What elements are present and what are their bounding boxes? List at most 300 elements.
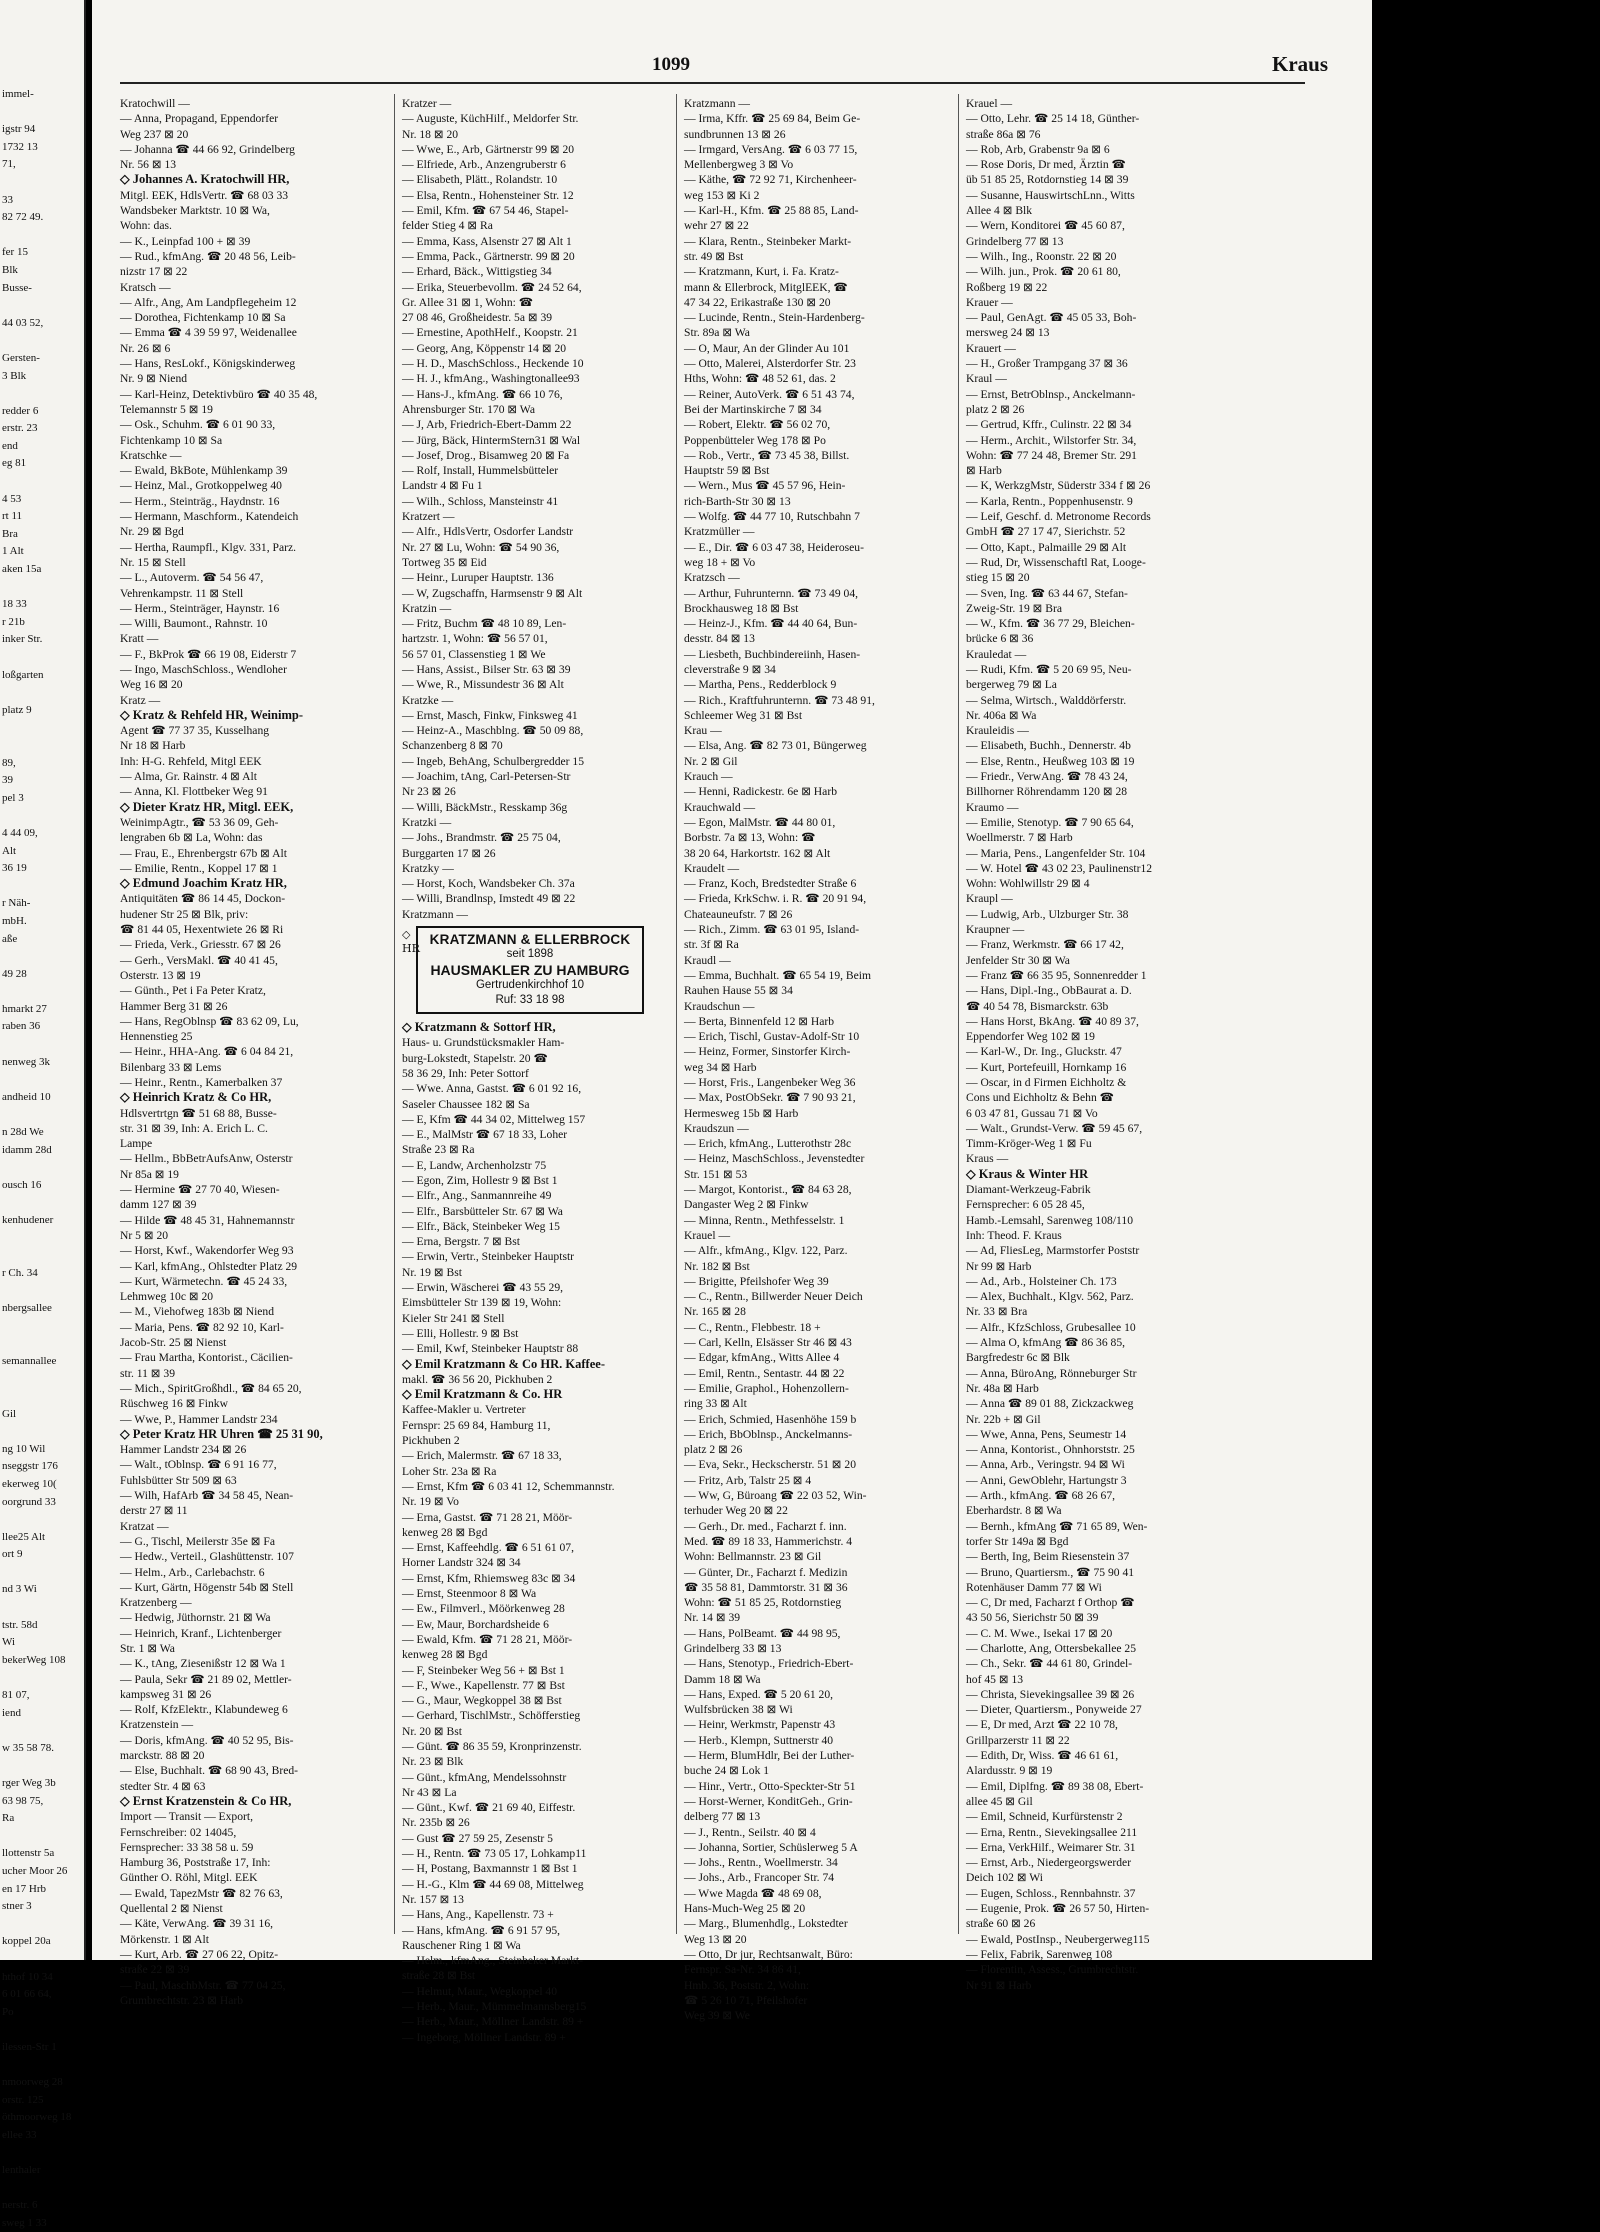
- previous-page-fragment: [0, 579, 84, 597]
- directory-entry: — Karla, Rentn., Poppenhusenstr. 9: [966, 494, 1133, 508]
- directory-entry: — Alfr., HdlsVertr, Osdorfer Landstr: [402, 525, 574, 539]
- surname-heading: Krauleidis —: [966, 724, 1029, 738]
- directory-page: [92, 0, 1372, 2044]
- directory-entry: — W. Hotel ☎ 43 02 23, Paulinenstr12: [966, 861, 1153, 875]
- directory-entry: — Oscar, in d Firmen Eichholtz &: [966, 1076, 1127, 1089]
- directory-entry: — Wwe. Anna, Gastst. ☎ 6 01 92 16,: [402, 1082, 582, 1096]
- directory-entry: Nr. 406a ⊠ Wa: [966, 708, 1037, 722]
- surname-heading: Kraumo —: [966, 800, 1019, 814]
- directory-entry: — Franz ☎ 66 35 95, Sonnenredder 1: [966, 968, 1147, 982]
- previous-page-fragment: ousch 16: [2, 1178, 42, 1191]
- directory-entry: kenweg 28 ⊠ Bgd: [402, 1525, 488, 1539]
- directory-entry: wehr 27 ⊠ 22: [684, 219, 749, 233]
- directory-entry: Woellmerstr. 7 ⊠ Harb: [966, 831, 1073, 845]
- directory-entry: — Anni, GewOblehr, Hartungstr 3: [966, 1473, 1127, 1487]
- surname-heading: Kraudl —: [684, 953, 731, 967]
- directory-entry: Wohn: ☎ 77 24 48, Bremer Str. 291: [966, 448, 1137, 462]
- previous-page-fragment: r Ch. 34: [2, 1266, 38, 1279]
- previous-page-fragment: [0, 1335, 84, 1353]
- previous-page-fragment: [0, 1159, 84, 1177]
- previous-page-fragment: [0, 174, 84, 192]
- directory-entry: — Herb., Maur., Mümmelmannsberg15: [402, 2000, 587, 2014]
- previous-page-fragment: Bra: [2, 527, 18, 540]
- directory-entry: — Erna, Bergstr. 7 ⊠ Bst: [402, 1235, 521, 1249]
- directory-entry: — Georg, Ang, Köppenstr 14 ⊠ 20: [402, 341, 567, 355]
- previous-page-fragment: immel-: [2, 88, 34, 100]
- advert-address: Gertrudenkirchhof 10: [475, 979, 585, 992]
- directory-entry: — Heinr., Rentn., Kamerbalken 37: [120, 1076, 283, 1089]
- directory-entry: — Ludwig, Arb., Ulzburger Str. 38: [966, 907, 1129, 921]
- previous-page-fragment: [0, 104, 84, 122]
- directory-entry: — Hans, RegOblnsp ☎ 83 62 09, Lu,: [120, 1014, 299, 1028]
- directory-entry: — Herm., Steinträger, Haynstr. 16: [120, 601, 280, 615]
- directory-entry: derstr 27 ⊠ 11: [120, 1504, 188, 1518]
- directory-entry: — Karl-W., Dr. Ing., Gluckstr. 47: [966, 1045, 1122, 1059]
- directory-entry: — J., Rentn., Seilstr. 40 ⊠ 4: [684, 1825, 816, 1839]
- directory-entry: Nr. 19 ⊠ Vo: [402, 1495, 459, 1509]
- directory-entry: — Gerh., VersMakl. ☎ 40 41 45,: [120, 953, 278, 967]
- directory-entry: Alardusstr. 9 ⊠ 19: [966, 1764, 1053, 1778]
- directory-entry: Nr. 157 ⊠ 13: [402, 1892, 464, 1906]
- previous-page-fragment: öthmoorweg 18: [2, 2111, 72, 2124]
- directory-entry: — Eva, Sekr., Heckscherstr. 51 ⊠ 20: [684, 1458, 856, 1472]
- directory-entry: Nr 99 ⊠ Harb: [966, 1259, 1032, 1273]
- directory-entry: — Gertrud, Kffr., Culinstr. 22 ⊠ 34: [966, 418, 1132, 432]
- previous-page-fragment: 63 98 75,: [2, 1794, 44, 1807]
- directory-entry: — Hans, kfmAng. ☎ 6 91 57 95,: [402, 1923, 561, 1937]
- previous-page-fragment: kenhudener: [2, 1214, 54, 1226]
- surname-heading: Kratzmann —: [684, 97, 750, 110]
- directory-entry: Agent ☎ 77 37 35, Kusselhang: [120, 724, 270, 738]
- directory-entry: — Marg., Blumenhdlg., Lokstedter: [684, 1917, 848, 1931]
- previous-page-fragment: ekerweg 10(: [2, 1477, 57, 1490]
- directory-entry: — Ww, G, Büroang ☎ 22 03 52, Win-: [684, 1489, 867, 1503]
- previous-page-fragment: [0, 878, 84, 896]
- directory-entry: Hammer Berg 31 ⊠ 26: [120, 999, 228, 1013]
- directory-entry: weg 153 ⊠ Ki 2: [684, 188, 760, 202]
- directory-entry: — C. M. Wwe., Isekai 17 ⊠ 20: [966, 1626, 1113, 1640]
- directory-entry: — Erna, Rentn., Sievekingsallee 211: [966, 1825, 1138, 1839]
- directory-entry: Wohn: Bellmannstr. 23 ⊠ Gil: [684, 1550, 822, 1564]
- directory-entry: — Hans, Exped. ☎ 5 20 61 20,: [684, 1687, 834, 1701]
- directory-entry: straße 60 ⊠ 26: [966, 1917, 1036, 1931]
- directory-entry: Jacob-Str. 25 ⊠ Nienst: [120, 1336, 227, 1350]
- directory-entry: — Henni, Radickestr. 6e ⊠ Harb: [684, 785, 837, 799]
- directory-entry: weg 34 ⊠ Harb: [684, 1060, 757, 1074]
- directory-entry: — Hermann, Maschform., Katendeich: [120, 510, 299, 524]
- directory-entry: — Herm., Steinträg., Haydnstr. 16: [120, 494, 280, 508]
- surname-heading: Kratz —: [120, 693, 161, 707]
- directory-entry: — Erna, Gastst. ☎ 71 28 21, Möör-: [402, 1510, 573, 1524]
- directory-entry: — Ingeborg, Möllner Landstr. 89 +: [402, 2030, 566, 2044]
- directory-entry: — Gerhard, TischlMstr., Schöfferstieg: [402, 1709, 581, 1723]
- directory-entry: terhuder Weg 20 ⊠ 22: [684, 1504, 788, 1518]
- directory-entry: hof 45 ⊠ 13: [966, 1672, 1024, 1686]
- directory-entry: Borbstr. 7a ⊠ 13, Wohn: ☎: [684, 831, 816, 845]
- directory-entry: Nr. 33 ⊠ Bra: [966, 1305, 1028, 1319]
- directory-entry: — Kurt, Gärtn, Högenstr 54b ⊠ Stell: [120, 1580, 294, 1594]
- directory-entry: kenweg 28 ⊠ Bgd: [402, 1648, 488, 1662]
- directory-entry: ◇ Kraus & Winter HR: [966, 1166, 1089, 1181]
- previous-page-fragment: hmarkt 27: [2, 1002, 47, 1015]
- previous-page-fragment: platz 9: [2, 703, 32, 716]
- directory-entry: Cons und Eichholtz & Behn ☎: [966, 1091, 1115, 1105]
- previous-page-fragment: mbH.: [2, 914, 27, 927]
- directory-entry: Grillparzerstr 11 ⊠ 22: [966, 1733, 1070, 1747]
- directory-entry: — Hans, Stenotyp., Friedrich-Ebert-: [684, 1657, 854, 1671]
- directory-entry: — Maria, Pens., Langenfelder Str. 104: [966, 846, 1146, 860]
- previous-page-fragment: ilessen-Str 1: [2, 2040, 57, 2053]
- directory-entry: — Helmut, Maur., Wegkoppel 40: [402, 1984, 558, 1998]
- column-divider: [676, 94, 677, 1934]
- directory-entry: Gr. Allee 31 ⊠ 1, Wohn: ☎: [402, 295, 534, 309]
- advert-business: HAUSMAKLER ZU HAMBURG: [430, 962, 630, 979]
- directory-entry: — Karl, kfmAng., Ohlstedter Platz 29: [120, 1259, 298, 1273]
- directory-entry: ◇ Kratzmann & Sottorf HR,: [402, 1020, 556, 1035]
- directory-entry: Loher Str. 23a ⊠ Ra: [402, 1464, 497, 1478]
- directory-entry: Lampe: [120, 1137, 153, 1151]
- directory-entry: — Anna, Arb., Veringstr. 94 ⊠ Wi: [966, 1458, 1125, 1472]
- previous-page-fragment: [0, 473, 84, 491]
- directory-entry: kampsweg 31 ⊠ 26: [120, 1687, 212, 1701]
- directory-entry: Fernsprecher: 6 05 28 45,: [966, 1198, 1085, 1212]
- previous-page-fragment: Po: [2, 2005, 14, 2018]
- directory-entry: Mörkenstr. 1 ⊠ Alt: [120, 1932, 209, 1946]
- directory-entry: — C., Rentn., Flebbestr. 18 +: [684, 1320, 821, 1334]
- directory-entry: Wandsbeker Marktstr. 10 ⊠ Wa,: [120, 204, 270, 218]
- directory-entry: — Wilh, HafArb ☎ 34 58 45, Nean-: [120, 1489, 294, 1503]
- directory-entry: — E, Kfm ☎ 44 34 02, Mittelweg 157: [402, 1112, 586, 1126]
- directory-entry: Nr. 27 ⊠ Lu, Wohn: ☎ 54 90 36,: [402, 540, 560, 554]
- directory-entry: — Hermine ☎ 27 70 40, Wiesen-: [120, 1183, 280, 1197]
- directory-entry: hartzstr. 1, Wohn: ☎ 56 57 01,: [402, 632, 548, 646]
- directory-entry: — Heinz-A., Maschblng. ☎ 50 09 88,: [402, 724, 584, 738]
- directory-entry: Weg 16 ⊠ 20: [120, 678, 183, 692]
- directory-entry: — Wwe, Anna, Pens, Seumestr 14: [966, 1427, 1127, 1441]
- directory-entry: — Wern, Konditorei ☎ 45 60 87,: [966, 219, 1125, 233]
- surname-heading: Krauel —: [684, 1228, 731, 1242]
- directory-entry: Nr 91 ⊠ Harb: [966, 1978, 1032, 1992]
- directory-entry: Nr. 9 ⊠ Niend: [120, 372, 188, 386]
- directory-entry: ☎ 40 54 78, Bismarckstr. 63b: [966, 999, 1109, 1013]
- directory-entry: Rotenhäuser Damm 77 ⊠ Wi: [966, 1580, 1102, 1594]
- directory-entry: — Hedwig, Jüthornstr. 21 ⊠ Wa: [120, 1611, 271, 1625]
- directory-entry: — Alfr., kfmAng., Klgv. 122, Parz.: [684, 1244, 848, 1258]
- previous-page-fragment: [0, 948, 84, 966]
- directory-entry: — Otto, Kapt., Palmaille 29 ⊠ Alt: [966, 540, 1127, 554]
- directory-entry: — Mich., SpiritGroßhdl., ☎ 84 65 20,: [120, 1381, 302, 1395]
- previous-page-fragment: [0, 2180, 84, 2198]
- directory-entry: — Anna, Propagand, Eppendorfer: [120, 112, 279, 126]
- directory-entry: üb 51 85 25, Rotdornstieg 14 ⊠ 39: [966, 173, 1129, 187]
- directory-entry: — H, Postang, Baxmannstr 1 ⊠ Bst 1: [402, 1862, 578, 1876]
- previous-page-fragment: pel 3: [2, 791, 24, 804]
- column-divider: [394, 94, 395, 1934]
- directory-entry: Burggarten 17 ⊠ 26: [402, 846, 496, 860]
- directory-entry: — Franz, Koch, Bredstedter Straße 6: [684, 877, 857, 891]
- directory-entry: — Lucinde, Rentn., Stein-Hardenberg-: [684, 311, 865, 325]
- previous-page-fragment: inker Str.: [2, 633, 43, 646]
- directory-entry: Wulfsbrücken 38 ⊠ Wi: [684, 1703, 793, 1717]
- previous-page-fragment: [0, 1370, 84, 1388]
- directory-entry: — Rich., Kraftfuhrunternn. ☎ 73 48 91,: [684, 693, 875, 707]
- directory-entry: — Ingeb, BehAng, Schulbergredder 15: [402, 754, 585, 768]
- directory-entry: mann & Ellerbrock, MitglEEK, ☎: [684, 280, 848, 294]
- directory-entry: — Ernst, Kfm ☎ 6 03 41 12, Schemmannstr.: [402, 1479, 615, 1493]
- directory-entry: Hamburg 36, Poststraße 17, Inh:: [120, 1856, 271, 1870]
- directory-entry: — Josef, Drog., Bisamweg 20 ⊠ Fa: [402, 448, 570, 462]
- directory-entry: — Emil, Kwf, Steinbeker Hauptstr 88: [402, 1342, 579, 1356]
- directory-entry: — Günt., kfmAng, Mendelssohnstr: [402, 1770, 567, 1784]
- directory-entry: — Minna, Rentn., Methfesselstr. 1: [684, 1213, 845, 1227]
- directory-entry: — Egon, Zim, Hollestr 9 ⊠ Bst 1: [402, 1174, 558, 1187]
- directory-entry: Str. 89a ⊠ Wa: [684, 326, 750, 340]
- directory-entry: Fernspr: 25 69 84, Hamburg 11,: [402, 1418, 551, 1432]
- directory-entry: — Karl-Heinz, Detektivbüro ☎ 40 35 48,: [120, 387, 318, 401]
- directory-entry: — Wwe, R., Missundestr 36 ⊠ Alt: [402, 678, 564, 692]
- surname-heading: Kraupner —: [966, 923, 1025, 937]
- previous-page-fragment: raben 36: [2, 1020, 41, 1033]
- directory-entry: Rauschener Ring 1 ⊠ Wa: [402, 1938, 521, 1952]
- directory-entry: ☎ 81 44 05, Hexentwiete 26 ⊠ Ri: [120, 923, 284, 937]
- directory-entry: — Elfriede, Arb., Anzengruberstr 6: [402, 158, 566, 172]
- directory-entry: — Emilie, Rentn., Koppel 17 ⊠ 1: [120, 861, 278, 875]
- directory-entry: — Erwin, Wäscherei ☎ 43 55 29,: [402, 1281, 564, 1295]
- directory-entry: — Johs., Arb., Francoper Str. 74: [684, 1871, 835, 1885]
- directory-entry: 38 20 64, Harkortstr. 162 ⊠ Alt: [684, 846, 831, 860]
- directory-entry: burg-Lokstedt, Stapelstr. 20 ☎: [402, 1051, 548, 1065]
- directory-entry: Nr. 23 ⊠ Blk: [402, 1755, 464, 1769]
- previous-page-fragment: iend: [2, 1706, 21, 1719]
- previous-page-fragment: orstr. 125: [2, 2093, 44, 2106]
- surname-heading: Kratzmüller —: [684, 525, 755, 539]
- directory-entry: — Auguste, KüchHilf., Meldorfer Str.: [402, 112, 579, 126]
- directory-entry: Horner Landstr 324 ⊠ 34: [402, 1556, 521, 1570]
- directory-entry: — Emilie, Stenotyp. ☎ 7 90 65 64,: [966, 815, 1134, 829]
- directory-entry: stieg 15 ⊠ 20: [966, 571, 1030, 585]
- directory-entry: Schleemer Weg 31 ⊠ Bst: [684, 708, 803, 722]
- previous-page-fragment: llee25 Alt: [2, 1530, 46, 1543]
- previous-page-fragment: [0, 1423, 84, 1441]
- directory-entry: — Ad., Arb., Holsteiner Ch. 173: [966, 1274, 1117, 1288]
- directory-entry: Eimsbütteler Str 139 ⊠ 19, Wohn:: [402, 1296, 562, 1310]
- previous-page-fragment: andheid 10: [2, 1090, 51, 1103]
- previous-page-fragment: 49 28: [2, 967, 27, 980]
- surname-heading: Kratzki —: [402, 815, 452, 829]
- directory-entry: — Günt. ☎ 86 35 59, Kronprinzenstr.: [402, 1739, 582, 1753]
- directory-entry: Grindelberg 77 ⊠ 13: [966, 234, 1064, 248]
- previous-page-fragment: sweg 1 33: [2, 2216, 47, 2229]
- surname-heading: Kraul —: [966, 372, 1007, 386]
- directory-entry: — Hans Horst, BkAng. ☎ 40 89 37,: [966, 1014, 1139, 1028]
- previous-page-fragment: [0, 1282, 84, 1300]
- previous-page-fragment: stner 3: [2, 1900, 32, 1913]
- directory-entry: — Elfr., Ang., Sanmannreihe 49: [402, 1189, 552, 1203]
- directory-entry: Nr. 29 ⊠ Bgd: [120, 525, 184, 539]
- directory-entry: — Ernst, BetrOblnsp., Anckelmann-: [966, 387, 1136, 401]
- directory-entry: Grumbrechtstr. 23 ⊠ Harb: [120, 1993, 244, 2007]
- directory-entry: str. 11 ⊠ 39: [120, 1366, 176, 1380]
- directory-entry: — Alma, Gr. Rainstr. 4 ⊠ Alt: [120, 770, 257, 784]
- directory-entry: WeinimpAgtr., ☎ 53 36 09, Geh-: [120, 815, 279, 829]
- directory-entry: — Ad, FliesLeg, Marmstorfer Poststr: [966, 1244, 1140, 1258]
- previous-page-fragment: [0, 1722, 84, 1740]
- directory-entry: Fernschreiber: 02 14045,: [120, 1825, 237, 1839]
- previous-page-fragment: 33: [2, 193, 13, 206]
- directory-entry: — Erich, Schmied, Hasenhöhe 159 b: [684, 1412, 857, 1426]
- surname-heading: Kraudelt —: [684, 861, 740, 875]
- directory-entry: Kaffee-Makler u. Vertreter: [402, 1403, 526, 1417]
- directory-entry: — Ewald, PostInsp., Neubergerweg115: [966, 1932, 1150, 1946]
- directory-entry: — F, Steinbeker Weg 56 + ⊠ Bst 1: [402, 1663, 565, 1677]
- previous-page-fragment: [0, 1757, 84, 1775]
- directory-entry: Hamb.-Lemsahl, Sarenweg 108/110: [966, 1213, 1133, 1227]
- surname-heading: Kratzat —: [120, 1519, 169, 1533]
- directory-entry: — Elsa, Rentn., Hohensteiner Str. 12: [402, 188, 574, 202]
- previous-page-fragment: [0, 807, 84, 825]
- directory-entry: Schanzenberg 8 ⊠ 70: [402, 739, 503, 753]
- directory-entry: str. 3f ⊠ Ra: [684, 938, 739, 952]
- directory-entry: Nr. 22b + ⊠ Gil: [966, 1412, 1041, 1426]
- directory-entry: — Walt., tOblnsp. ☎ 6 91 16 77,: [120, 1458, 277, 1472]
- directory-entry: — Wilh., Schloss, Mansteinstr 41: [402, 494, 559, 508]
- directory-entry: — E., Dir. ☎ 6 03 47 38, Heideroseu-: [684, 540, 864, 554]
- column-1: [120, 96, 388, 2007]
- directory-entry: Hammer Landstr 234 ⊠ 26: [120, 1443, 247, 1457]
- directory-entry: — Wwe, E., Arb, Gärtnerstr 99 ⊠ 20: [402, 142, 575, 156]
- directory-entry: — Rudi, Kfm. ☎ 5 20 69 95, Neu-: [966, 662, 1132, 676]
- directory-entry: — Hans, Dipl.-Ing., ObBaurat a. D.: [966, 984, 1132, 998]
- directory-entry: — W, Zugschaffn, Harmsenstr 9 ⊠ Alt: [402, 586, 583, 600]
- directory-entry: — Irma, Kffr. ☎ 25 69 84, Beim Ge-: [684, 112, 861, 126]
- previous-page-fragment: rger Weg 3b: [2, 1777, 56, 1789]
- column-divider: [958, 94, 959, 1934]
- directory-entry: — Heinr., Luruper Hauptstr. 136: [402, 571, 554, 585]
- directory-entry: — Günt., Kwf. ☎ 21 69 40, Eiffestr.: [402, 1801, 576, 1815]
- previous-page-fragment: [0, 1071, 84, 1089]
- directory-entry: — E, Dr med, Arzt ☎ 22 10 78,: [966, 1718, 1118, 1732]
- directory-entry: — Gust ☎ 27 59 25, Zesenstr 5: [402, 1831, 553, 1845]
- directory-entry: Billhorner Röhrendamm 120 ⊠ 28: [966, 785, 1128, 799]
- directory-entry: — Horst, Fris., Langenbeker Weg 36: [684, 1076, 856, 1089]
- directory-entry: — Ew., Filmverl., Möörkenweg 28: [402, 1602, 565, 1616]
- directory-entry: stedter Str. 4 ⊠ 63: [120, 1779, 206, 1793]
- previous-page-fragment: 36 19: [2, 862, 27, 875]
- directory-entry: — Ingo, MaschSchloss., Wendloher: [120, 662, 287, 676]
- directory-entry: Pickhuben 2: [402, 1434, 460, 1448]
- directory-entry: — Walt., Grundst-Verw. ☎ 59 45 67,: [966, 1121, 1143, 1135]
- directory-entry: ◇ Heinrich Kratz & Co HR,: [120, 1090, 272, 1105]
- directory-entry: — Else, Buchhalt. ☎ 68 90 43, Bred-: [120, 1764, 299, 1778]
- directory-entry: — E., MalMstr ☎ 67 18 33, Loher: [402, 1128, 568, 1142]
- previous-page-edge: [0, 0, 86, 2229]
- directory-entry: — Arth., kfmAng. ☎ 68 26 67,: [966, 1489, 1116, 1503]
- directory-entry: — Johs., Brandmstr. ☎ 25 75 04,: [402, 831, 561, 845]
- directory-entry: — H. J., kfmAng., Washingtonallee93: [402, 372, 580, 386]
- directory-entry: — Herm., Archit., Wilstorfer Str. 34,: [966, 433, 1137, 447]
- previous-page-fragment: ellee 33: [2, 2128, 37, 2141]
- directory-entry: — Ew, Maur, Borchardsheide 6: [402, 1617, 549, 1631]
- directory-entry: — Egon, MalMstr. ☎ 44 80 01,: [684, 815, 836, 829]
- directory-entry: buche 24 ⊠ Lok 1: [684, 1764, 770, 1778]
- directory-entry: Nr. 19 ⊠ Bst: [402, 1265, 462, 1279]
- directory-entry: ◇ Edmund Joachim Kratz HR,: [120, 876, 287, 891]
- column-2: [402, 96, 670, 2044]
- directory-entry: Rüschweg 16 ⊠ Finkw: [120, 1397, 228, 1411]
- directory-entry: — Willi, BäckMstr., Resskamp 36g: [402, 800, 568, 814]
- directory-entry: — H. D., MaschSchloss., Heckende 10: [402, 357, 584, 371]
- directory-entry: GmbH ☎ 27 17 47, Sierichstr. 52: [966, 525, 1126, 539]
- previous-page-fragment: [0, 1916, 84, 1934]
- directory-entry: Nr. 2 ⊠ Gil: [684, 754, 738, 768]
- previous-page-fragment: nmoorweg 28: [2, 2076, 63, 2089]
- directory-entry: — Erhard, Bäck., Wittigstieg 34: [402, 265, 552, 279]
- directory-entry: straße 86a ⊠ 76: [966, 127, 1041, 141]
- directory-entry: Inh: H-G. Rehfeld, Mitgl EEK: [120, 754, 262, 768]
- directory-entry: — Rose Doris, Dr med, Ärztin ☎: [966, 158, 1126, 172]
- surname-heading: Kratzke —: [402, 693, 454, 707]
- directory-entry: — Liesbeth, Buchbindereiinh, Hasen-: [684, 647, 861, 661]
- directory-entry: — Fritz, Buchm ☎ 48 10 89, Len-: [402, 617, 567, 631]
- directory-entry: str. 49 ⊠ Bst: [684, 249, 744, 263]
- running-head: Kraus: [1272, 52, 1329, 76]
- advert-side-marks: ◇ HR: [402, 928, 420, 956]
- previous-page-fragment: [0, 1511, 84, 1529]
- directory-entry: — Anna, BüroAng, Rönneburger Str: [966, 1366, 1137, 1380]
- previous-page-fragment: semannallee: [2, 1354, 57, 1367]
- previous-page-fragment: [0, 1247, 84, 1265]
- directory-entry: Nr 5 ⊠ 20: [120, 1228, 169, 1242]
- previous-page-fragment: [0, 332, 84, 350]
- directory-entry: — Friedr., VerwAng. ☎ 78 43 24,: [966, 770, 1128, 784]
- directory-entry: — Wern., Mus ☎ 45 57 96, Hein-: [684, 479, 846, 493]
- directory-entry: — Emil, Diplfng. ☎ 89 38 08, Ebert-: [966, 1779, 1144, 1793]
- directory-entry: — O, Maur, An der Glinder Au 101: [684, 341, 850, 355]
- directory-entry: — M., Viehofweg 183b ⊠ Niend: [120, 1305, 275, 1319]
- directory-entry: — Otto, Dr jur, Rechtsanwalt, Büro:: [684, 1947, 853, 1961]
- directory-entry: — Alex, Buchhalt., Klgv. 562, Parz.: [966, 1290, 1134, 1304]
- previous-page-fragment: aken 15a: [2, 563, 42, 576]
- directory-entry: — Wwe, P., Hammer Landstr 234: [120, 1412, 278, 1426]
- directory-entry: — Helm., Arb., Carlebachstr. 6: [120, 1565, 265, 1579]
- directory-entry: Bargfredestr 6c ⊠ Blk: [966, 1351, 1070, 1365]
- directory-entry: Haus- u. Grundstücksmakler Ham-: [402, 1036, 565, 1050]
- previous-page-fragment: [0, 737, 84, 755]
- directory-entry: 58 36 29, Inh: Peter Sottorf: [402, 1066, 529, 1080]
- directory-entry: Kieler Str 241 ⊠ Stell: [402, 1311, 505, 1325]
- directory-entry: — H., Großer Trampgang 37 ⊠ 36: [966, 357, 1128, 371]
- directory-entry: ◇ Emil Kratzmann & Co HR. Kaffee-: [402, 1356, 605, 1371]
- directory-entry: Nr. 48a ⊠ Harb: [966, 1381, 1039, 1395]
- advert-kratzmann-ellerbrock: [402, 926, 670, 1014]
- directory-entry: — Jürg, Bäck, HintermStern31 ⊠ Wal: [402, 433, 581, 447]
- directory-entry: — Kurt, Arb. ☎ 27 06 22, Opitz-: [120, 1947, 279, 1961]
- directory-entry: 47 34 22, Erikastraße 130 ⊠ 20: [684, 295, 831, 309]
- surname-heading: Kratochwill —: [120, 97, 190, 110]
- directory-entry: Nr. 15 ⊠ Stell: [120, 555, 186, 569]
- previous-page-fragment: bekerWeg 108: [2, 1653, 66, 1666]
- directory-entry: Fuhlsbütter Str 509 ⊠ 63: [120, 1473, 237, 1487]
- directory-entry: Hdlsvertrtgn ☎ 51 68 88, Busse-: [120, 1106, 277, 1120]
- previous-page-fragment: erstr. 23: [2, 422, 38, 435]
- previous-page-fragment: [0, 1318, 84, 1336]
- directory-entry: Eberhardstr. 8 ⊠ Wa: [966, 1504, 1062, 1518]
- directory-entry: Antiquitäten ☎ 86 14 45, Dockon-: [120, 892, 286, 906]
- directory-entry: straße 28 ⊠ Bst: [402, 1969, 476, 1983]
- surname-heading: Kratschke —: [120, 448, 182, 462]
- advert-title: KRATZMANN & ELLERBROCK: [429, 932, 631, 948]
- directory-entry: Damm 18 ⊠ Wa: [684, 1672, 761, 1686]
